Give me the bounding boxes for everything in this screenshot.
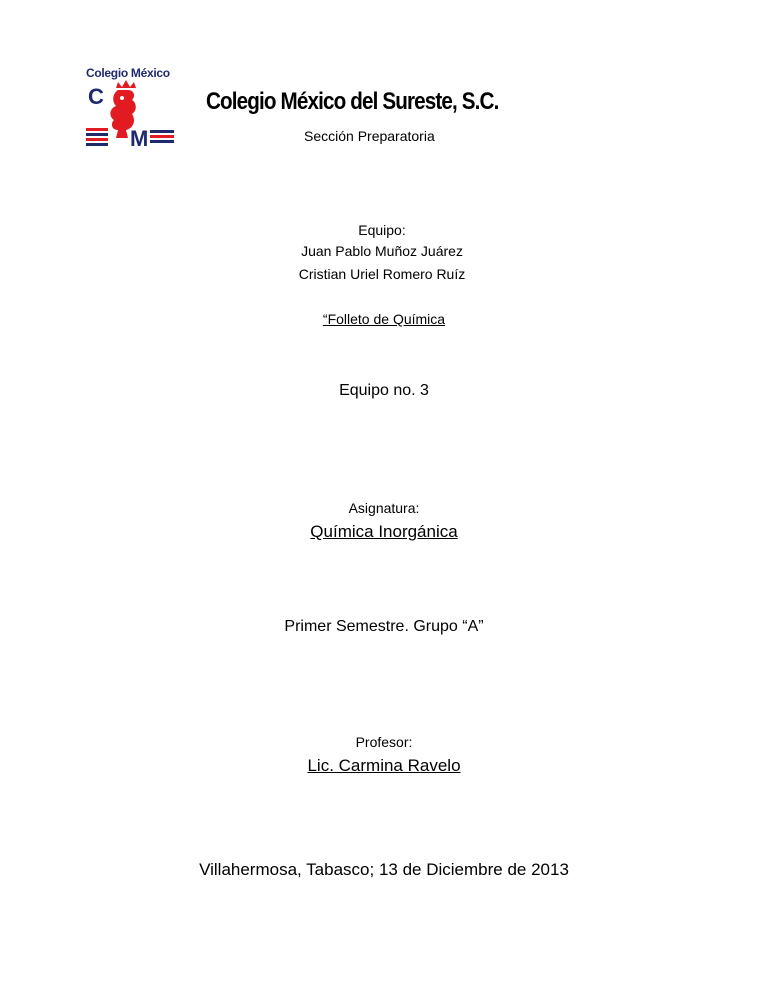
logo-emblem-icon: [82, 66, 178, 152]
professor-name: Lic. Carmina Ravelo: [307, 756, 461, 775]
school-logo: [82, 66, 178, 152]
subject-name: Química Inorgánica: [310, 522, 458, 541]
semester-group: Primer Semestre. Grupo “A”: [284, 618, 484, 635]
place-date: Villahermosa, Tabasco; 13 de Diciembre de 2013: [199, 860, 569, 879]
school-name: Colegio México del Sureste, S.C.: [206, 88, 499, 115]
logo-text: Colegio México: [86, 66, 170, 80]
professor-label: Profesor:: [355, 734, 413, 750]
logo-letter-c: C: [88, 84, 104, 109]
logo-letter-m: M: [130, 126, 149, 151]
team-member-2: Cristian Uriel Romero Ruíz: [298, 266, 466, 282]
team-number: Equipo no. 3: [339, 382, 429, 399]
project-title: “Folleto de Química: [322, 311, 446, 327]
section-name: Sección Preparatoria: [304, 128, 435, 144]
subject-label: Asignatura:: [348, 500, 420, 516]
team-label: Equipo:: [358, 222, 406, 238]
team-member-1: Juan Pablo Muñoz Juárez: [301, 243, 463, 259]
